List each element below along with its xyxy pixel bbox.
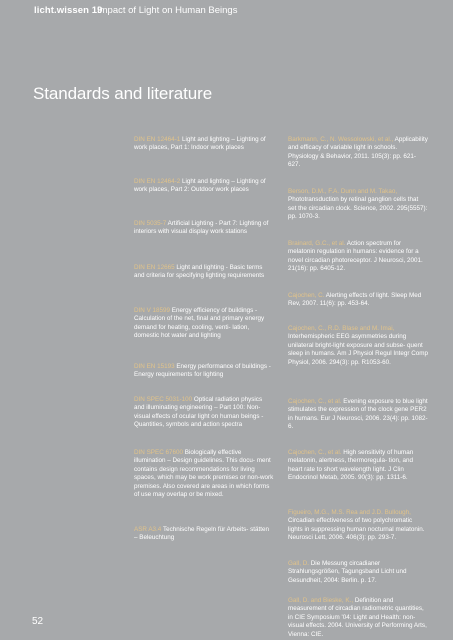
standard-entry <box>134 220 274 237</box>
standard-text: Technische Regeln für Arbeits- stätten – Beleuchtung <box>134 526 270 542</box>
header-subtitle: Impact of Light on Human Beings <box>97 5 238 16</box>
standard-entry <box>134 526 274 543</box>
page-title: Standards and literature <box>33 84 213 103</box>
standard-text: Energy efficiency of buildings - Calculation of the net, final and primary energy demand for heating, cooling, venti- lation, domestic hot water and lighting <box>134 307 265 340</box>
literature-entry <box>288 325 428 367</box>
standard-key: DIN EN 12665 <box>134 264 175 271</box>
standard-text: Biologically effective illumination – Design guidelines. This docu- ment contains design recommendations for living spaces, which may be work premises or non-work premises. Also covered are areas in which forms of use may overlap or be mixed. <box>134 449 274 499</box>
literature-text: Evening exposure to blue light stimulates the expression of the clock gene PER2 in humans. Eur J Neurosci, 2006. 23(4): pp. 1082-6. <box>288 398 428 431</box>
literature-text: Phototransduction by retinal ganglion cells that set the circadian clock. Science, 2002. 295(5557): pp. 1070-3. <box>288 196 428 221</box>
literature-key: Gall, D. <box>288 560 309 567</box>
standard-entry <box>134 136 274 153</box>
standard-key: DIN EN 12464-2 <box>134 178 181 185</box>
standard-entry <box>134 178 274 195</box>
literature-entry <box>288 398 428 432</box>
standard-key: DIN SPEC 67600 <box>134 449 184 456</box>
literature-key: Brainard, G.C., et al. <box>288 240 346 247</box>
literature-entry <box>288 597 428 639</box>
page-header <box>0 0 453 32</box>
standard-key: DIN EN 15193 <box>134 363 175 370</box>
standard-key: DIN EN 12464-1 <box>134 136 181 143</box>
standard-text: Optical radiation physics and illuminating engineering – Part 100: Non-visual effects of ocular light on human beings - Quantities, symbols and action spectra <box>134 396 264 429</box>
standard-entry <box>134 449 274 500</box>
literature-key: Berson, D.M., F.A. Dunn and M. Takao, <box>288 188 398 195</box>
literature-key: Cajochen, C. <box>288 292 325 299</box>
standard-entry <box>134 307 274 341</box>
standard-key: DIN V 18599 <box>134 307 171 314</box>
literature-text: Alerting effects of light. Sleep Med Rev, 2007. 11(6): pp. 453-64. <box>288 292 422 308</box>
literature-key: Barkmann, C., N. Wessolowski, et al., <box>288 136 394 143</box>
standard-text: Light and lighting – Lighting of work places, Part 2: Outdoor work places <box>134 178 266 194</box>
standard-entry <box>134 264 274 281</box>
standard-text: Artificial Lighting - Part 7: Lighting of interiors with visual display work stations <box>134 220 269 236</box>
standard-text: Light and lighting - Basic terms and criteria for specifying lighting requirements <box>134 264 265 280</box>
literature-entry <box>288 292 428 309</box>
literature-text: Applicability and efficacy of variable light in schools. Physiology & Behavior, 2011. 105(3): pp. 621-627. <box>288 136 428 169</box>
literature-entry <box>288 136 428 170</box>
literature-key: Cajochen, C., R.D. Blase and M. Imai, <box>288 325 395 332</box>
literature-text: Interhemispheric EEG asymmetries during unilateral bright-light exposure and subse- quent sleep in humans. Am J Physiol Regul Integr Comp Physiol, 2006. 294(3): pp. R1053-60. <box>288 333 428 366</box>
literature-entry <box>288 560 428 585</box>
literature-text: High sensitivity of human melatonin, alertness, thermoregula- tion, and heart rate to short wavelength light. J Clin Endocrinol Metab, 2005. 90(3): pp. 1311-6. <box>288 449 414 482</box>
literature-key: Gall, D. and Bieske, K., <box>288 597 354 604</box>
literature-entry <box>288 509 428 543</box>
literature-key: Figueiro, M.G., M.S. Rea and J.D. Bullough, <box>288 509 411 516</box>
standard-entry <box>134 363 274 380</box>
literature-text: Action spectrum for melatonin regulation in humans: evidence for a novel circadian photoreceptor. J Neurosci, 2001. 21(16): pp. 6405-12. <box>288 240 423 273</box>
standard-key: ASR A3.4 <box>134 526 162 533</box>
standard-text: Light and lighting – Lighting of work places, Part 1: Indoor work places <box>134 136 266 152</box>
literature-entry <box>288 188 428 222</box>
literature-entry <box>288 240 428 274</box>
literature-key: Cajochen, C., et al. <box>288 449 342 456</box>
literature-text: Circadian effectiveness of two polychromatic lights in suppressing human nocturnal melatonin. Neurosci Lett, 2006. 406(3): pp. 293-7. <box>288 517 425 542</box>
standard-key: DIN SPEC 5031-100 <box>134 396 193 403</box>
standard-key: DIN 5035-7 <box>134 220 167 227</box>
literature-entry <box>288 449 428 483</box>
literature-text: Die Messung circadianer Strahlungsgrößen, Tagungsband Licht und Gesundheit, 2004: Berlin. p. 17. <box>288 560 407 584</box>
page-number: 52 <box>32 616 44 627</box>
standard-text: Energy performance of buildings - Energy requirements for lighting <box>134 363 271 379</box>
literature-text: Definition and measurement of circadian radiometric quantities, in CIE Symposium '04: Light and Health: non-visual effects. 2004. University of Performing Arts, Vienna: CIE. <box>288 597 427 638</box>
standard-entry <box>134 396 274 430</box>
brand-label: licht.wissen 19 <box>34 5 103 16</box>
literature-key: Cajochen, C., et al. <box>288 398 342 405</box>
